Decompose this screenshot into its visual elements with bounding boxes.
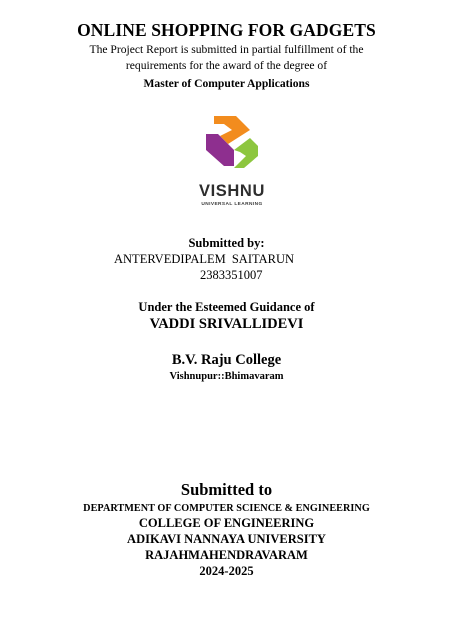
vishnu-logo-icon <box>188 110 276 180</box>
submitted-by-label: Submitted by: <box>188 236 265 250</box>
degree-name: Master of Computer Applications <box>143 77 310 90</box>
report-subtitle-line1: The Project Report is submitted in partial fulfillment of the <box>89 43 364 56</box>
logo-name: VISHNU <box>199 182 265 200</box>
report-subtitle-line2: requirements for the award of the degree of <box>125 59 328 72</box>
logo-green-shape <box>234 138 258 168</box>
report-title: ONLINE SHOPPING FOR GADGETS <box>77 20 376 40</box>
city-name: RAJAHMAHENDRAVARAM <box>145 548 308 562</box>
university-name: ADIKAVI NANNAYA UNIVERSITY <box>127 532 326 546</box>
academic-year: 2024-2025 <box>199 564 254 578</box>
logo-tagline: UNIVERSAL LEARNING <box>201 202 263 207</box>
student-id: 2383351007 <box>200 268 263 282</box>
guidance-label: Under the Esteemed Guidance of <box>138 300 315 314</box>
college-place: Vishnupur::Bhimavaram <box>169 371 284 382</box>
engineering-college: COLLEGE OF ENGINEERING <box>138 516 315 530</box>
department-name: DEPARTMENT OF COMPUTER SCIENCE & ENGINEERING <box>83 503 370 514</box>
college-name: B.V. Raju College <box>171 352 282 368</box>
student-name: ANTERVEDIPALEM SAITARUN <box>114 252 295 266</box>
submitted-to-label: Submitted to <box>180 480 273 499</box>
guide-name: VADDI SRIVALLIDEVI <box>149 316 304 332</box>
vishnu-logo <box>188 110 276 215</box>
